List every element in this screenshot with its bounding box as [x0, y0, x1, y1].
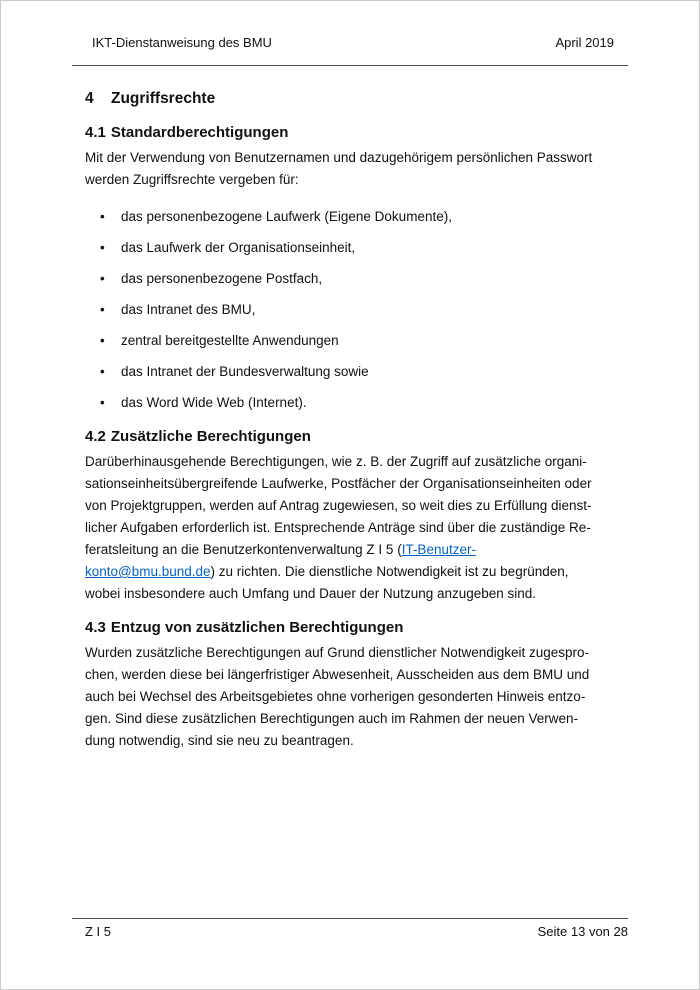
text-line: dung notwendig, sind sie neu zu beantragen.	[85, 733, 354, 748]
list-item	[85, 361, 628, 383]
list-item-text: das personenbezogene Laufwerk (Eigene Dokumente),	[121, 209, 452, 224]
list-item-text: das Intranet des BMU,	[121, 302, 256, 317]
list-item-text: das Word Wide Web (Internet).	[121, 395, 307, 410]
list-item	[85, 392, 628, 414]
subsection-43-title: Entzug von zusätzlichen Berechtigungen	[110, 619, 404, 636]
bullet-icon: •	[100, 240, 105, 255]
subsection-heading-43	[85, 617, 628, 639]
list-item	[85, 206, 628, 228]
text-line: wobei insbesondere auch Umfang und Dauer der Nutzung anzugeben sind.	[85, 586, 537, 601]
text-line: von Projektgruppen, werden auf Antrag zugewiesen, so weit dies zu Erfüllung dienst-	[85, 498, 592, 513]
text-line: Wurden zusätzliche Berechtigungen auf Grund dienstlicher Notwendigkeit zugespro-	[85, 645, 590, 660]
footer-unit: Z I 5	[85, 924, 112, 939]
paragraph-41-intro	[85, 147, 628, 191]
text-line: licher Aufgaben erforderlich ist. Entsprechende Anträge sind über die zuständige Re-	[85, 520, 591, 535]
bullet-icon: •	[100, 271, 105, 286]
text-line	[85, 561, 628, 583]
chapter-number: 4	[85, 90, 94, 107]
text-line	[85, 539, 628, 561]
header-doc-title: IKT-Dienstanweisung des BMU	[92, 35, 272, 50]
list-item	[85, 268, 628, 290]
subsection-41-number: 4.1	[85, 124, 106, 141]
bullet-icon: •	[100, 364, 105, 379]
list-item	[85, 330, 628, 352]
subsection-41-title: Standardberechtigungen	[110, 124, 289, 141]
subsection-heading-41	[85, 122, 628, 144]
text-line: gen. Sind diese zusätzlichen Berechtigungen auch im Rahmen der neuen Verwen-	[85, 711, 579, 726]
subsection-43-number: 4.3	[85, 619, 106, 636]
subsection-42-title: Zusätzliche Berechtigungen	[110, 428, 311, 445]
text-line: auch bei Wechsel des Arbeitsgebietes ohne vorherigen gesonderten Hinweis entzo-	[85, 689, 586, 704]
paragraph-42	[85, 451, 628, 605]
bullet-list-41	[85, 206, 628, 414]
subsection-heading-42	[85, 426, 628, 448]
bullet-icon: •	[100, 302, 105, 317]
list-item-text: zentral bereitgestellte Anwendungen	[121, 333, 339, 348]
bullet-icon: •	[100, 333, 105, 348]
subsection-42-number: 4.2	[85, 428, 106, 445]
list-item-text: das Laufwerk der Organisationseinheit,	[121, 240, 356, 255]
page-footer	[72, 919, 628, 939]
email-link[interactable]: konto@bmu.bund.de	[85, 564, 211, 579]
chapter-title: Zugriffsrechte	[111, 90, 216, 107]
link-prefix-text: feratsleitung an die Benutzerkontenverwaltung Z I 5 (	[85, 542, 402, 557]
bullet-icon: •	[100, 395, 105, 410]
email-link[interactable]: IT-Benutzer-	[401, 542, 476, 557]
text-line: chen, werden diese bei längerfristiger Abwesenheit, Ausscheiden aus dem BMU und	[85, 667, 590, 682]
chapter-heading	[85, 88, 628, 110]
paragraph-43	[85, 642, 628, 752]
text-line: Darüberhinausgehende Berechtigungen, wie z. B. der Zugriff auf zusätzliche organi-	[85, 454, 587, 469]
list-item-text: das personenbezogene Postfach,	[121, 271, 323, 286]
header-date: April 2019	[555, 35, 614, 50]
page-header	[72, 1, 628, 50]
link-suffix-text: ) zu richten. Die dienstliche Notwendigkeit ist zu begründen,	[210, 564, 569, 579]
list-item-text: das Intranet der Bundesverwaltung sowie	[121, 364, 369, 379]
footer-page-number: Seite 13 von 28	[537, 924, 628, 939]
document-content	[72, 66, 628, 760]
text-line: Mit der Verwendung von Benutzernamen und dazugehörigem persönlichen Passwort	[85, 150, 593, 165]
text-line: sationseinheitsübergreifende Laufwerke, Postfächer der Organisationseinheiten oder	[85, 476, 592, 491]
bullet-icon: •	[100, 209, 105, 224]
text-line: werden Zugriffsrechte vergeben für:	[85, 172, 299, 187]
page-footer-block	[72, 918, 628, 989]
list-item	[85, 237, 628, 259]
list-item	[85, 299, 628, 321]
